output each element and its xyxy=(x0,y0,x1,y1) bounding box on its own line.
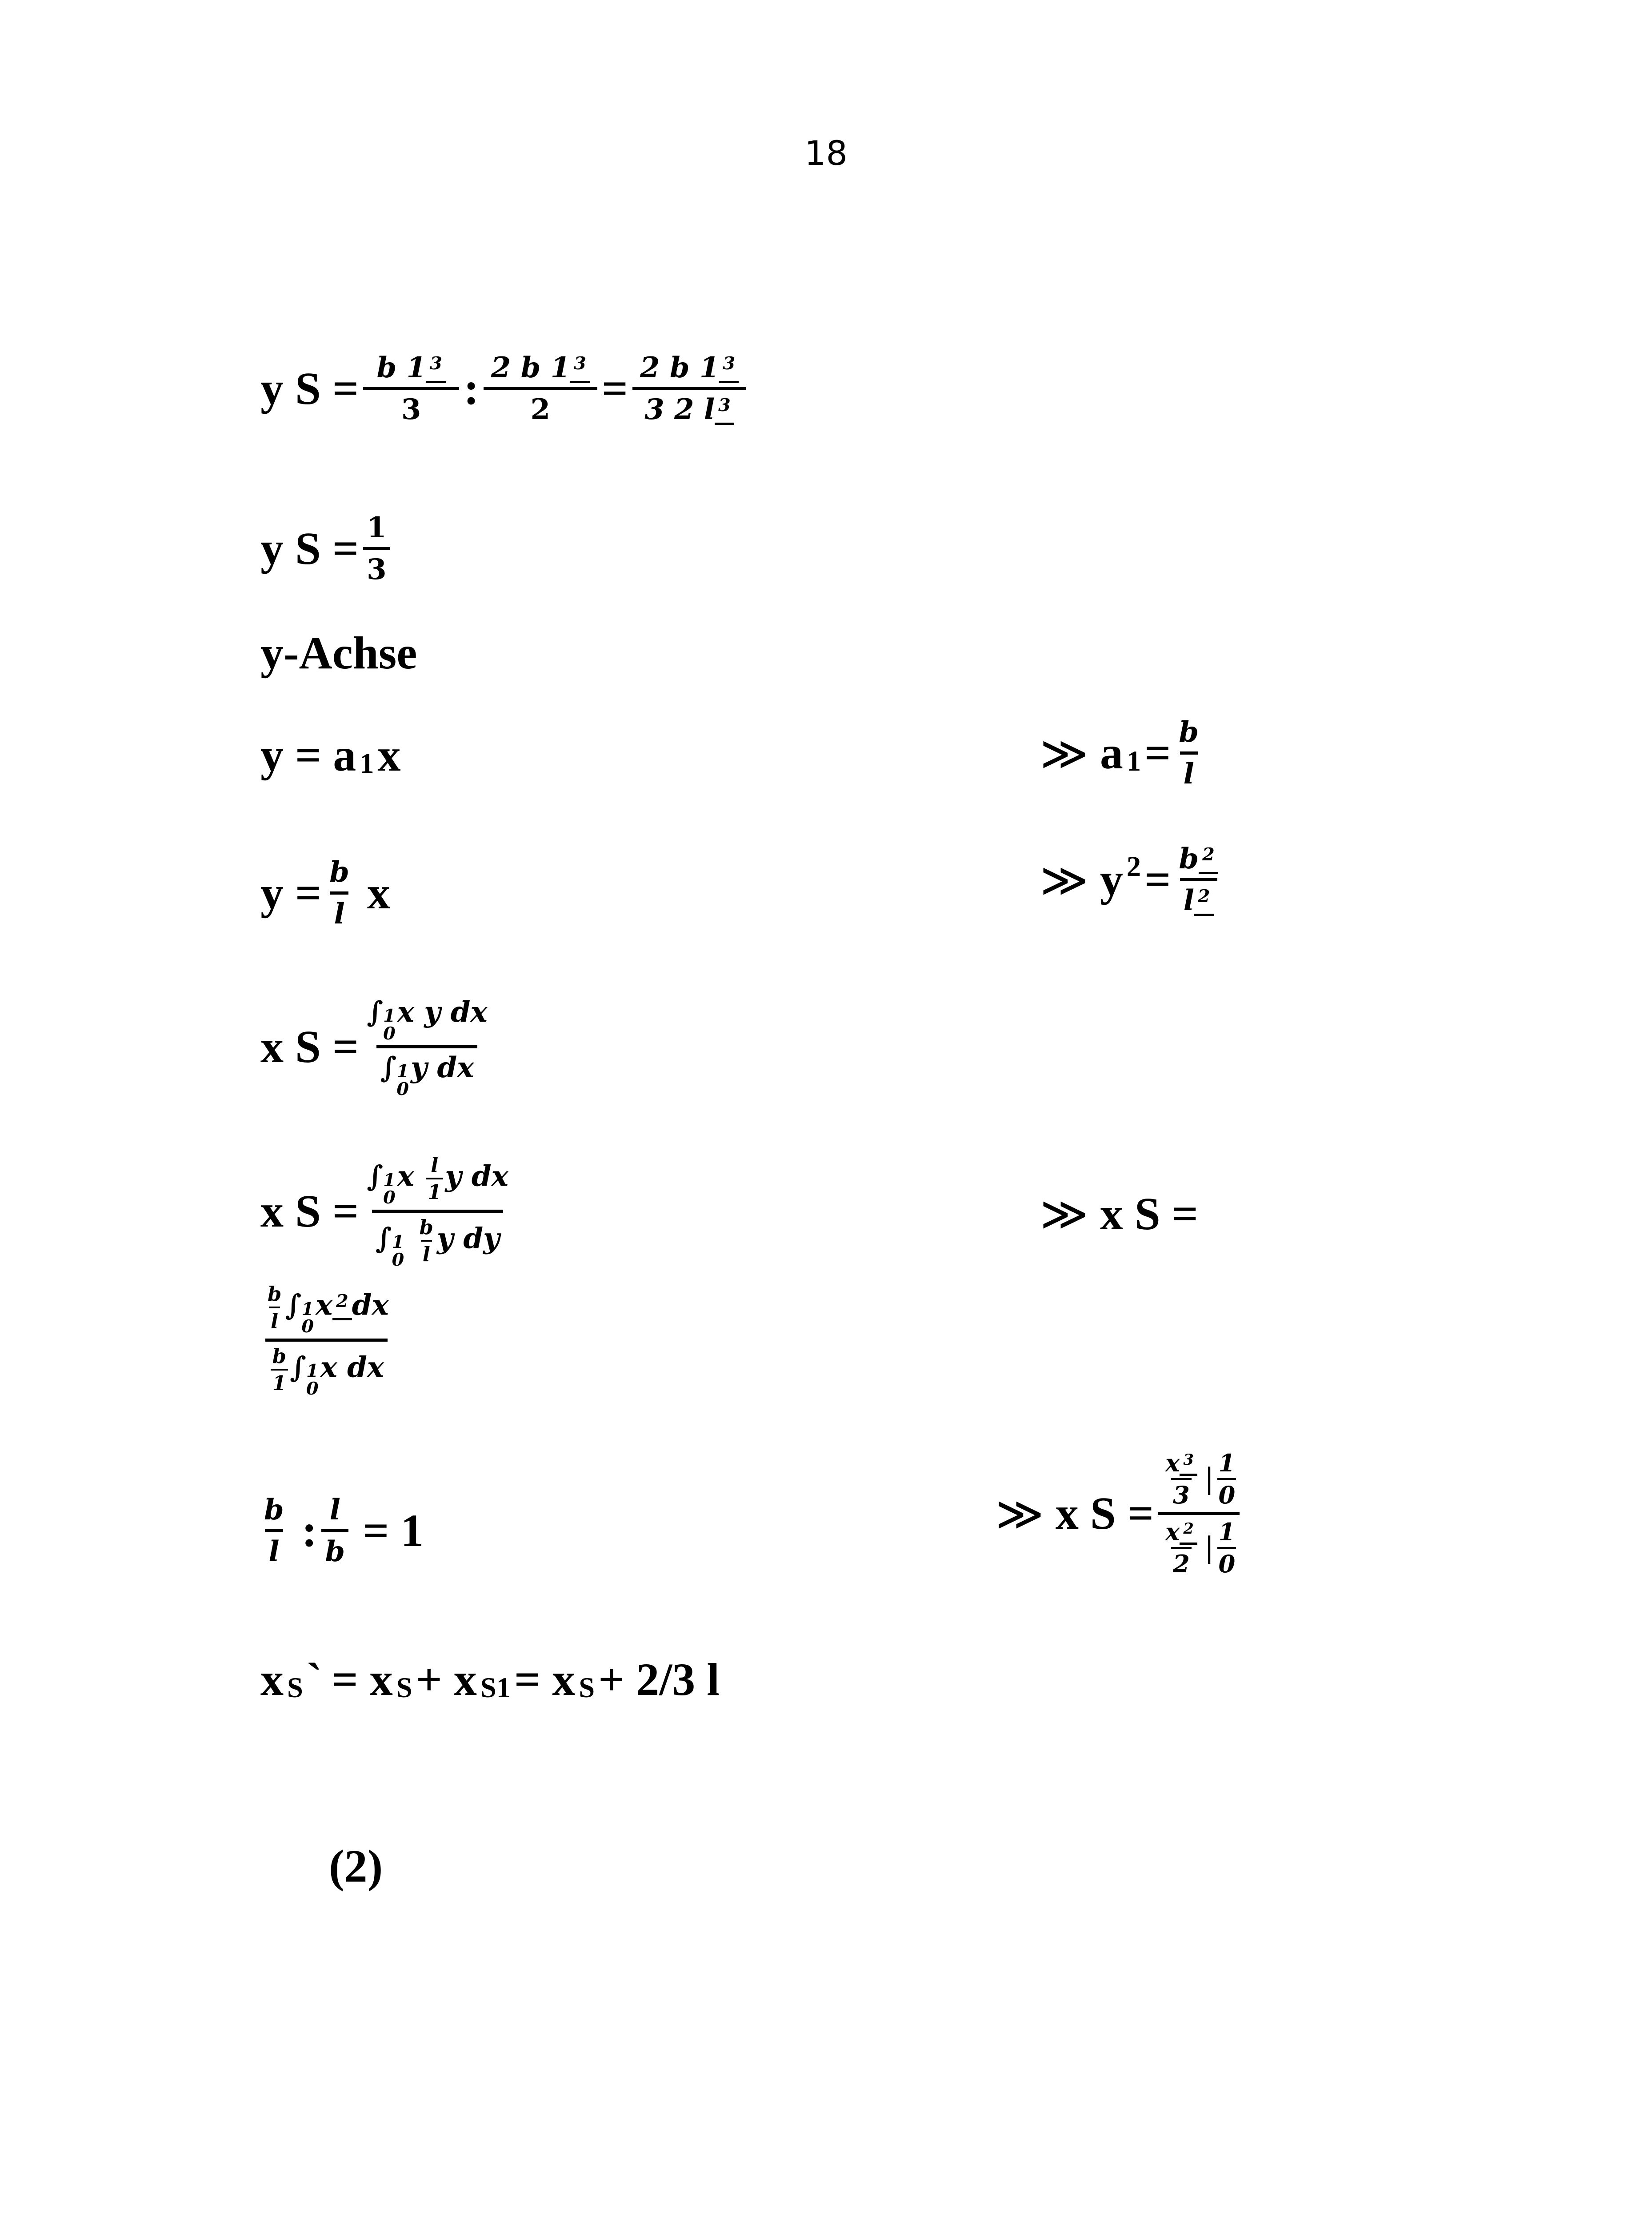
equation-xs-evaluated: ≫ x S = $\frac{x ^3}{3}$ | $\frac{1}{0}$ $\frac{x ^2}{2}$ | $\frac{1}{0}$ xyxy=(996,1449,1244,1578)
fraction: $\frac{b ^2}{l ^2}$ xyxy=(1175,842,1221,917)
equation-xs-prime: x S ` = x S + x S1 = x S + 2/3 l xyxy=(260,1654,720,1705)
equals: = xyxy=(601,363,628,414)
equation-xs-integral: x S = ∫ 1 0 x y dx ∫ 1 0 y dx xyxy=(260,995,496,1099)
implies-arrow: ≫ xyxy=(1040,726,1088,780)
equation-y-bl-x: y = $\frac{b}{l}$ x xyxy=(260,855,391,931)
fraction: ∫ 1 0 x $\frac{l}{1}$ y dx ∫ 1 0 $\frac{b}{l}$ y dy xyxy=(367,1153,508,1271)
equation-ratio: $\frac{b}{l}$ : $\frac{l}{b}$ = 1 xyxy=(260,1493,424,1568)
equation-ys-derivation xyxy=(260,351,751,426)
fraction: $\frac{1}{3}$ xyxy=(363,511,390,586)
fraction: $\frac{b}{l}$ xyxy=(329,855,350,931)
equation-xs-simplified xyxy=(260,1282,397,1398)
fraction: $\frac{x ^3}{3}$ | $\frac{1}{0}$ $\frac{x ^2}{2}$ | $\frac{1}{0}$ xyxy=(1158,1449,1240,1578)
fraction: $\frac{2 b 1 ^3}{2}$ xyxy=(484,351,597,426)
equation-ys-result xyxy=(260,511,395,586)
implies-arrow: ≫ xyxy=(1040,852,1088,907)
implies-arrow: ≫ xyxy=(1040,1187,1088,1241)
section-heading: y-Achse xyxy=(260,627,417,679)
equation-line-definition: y = a 1 x xyxy=(260,730,401,781)
equation-label: (2) xyxy=(329,1841,383,1892)
equation-lhs: y S = xyxy=(260,523,359,574)
fraction: $\frac{b}{l}$ ∫ 1 0 x $^2$ dx $\frac{b}{1}$ ∫ 1 0 x dx xyxy=(260,1282,392,1398)
equation-a1: ≫ a 1 = $\frac{b}{l}$ xyxy=(1040,715,1207,791)
equation-xs-substituted: x S = ∫ 1 0 x $\frac{l}{1}$ y dx ∫ 1 0 $\frac{b}{l}$ y dy xyxy=(260,1153,516,1269)
equation-y-squared: ≫ y 2 = $\frac{b ^2}{l ^2}$ xyxy=(1040,842,1226,917)
equation-lhs: y S = xyxy=(260,363,359,414)
colon: : xyxy=(464,363,479,414)
fraction: $\frac{b 1 ^3}{3}$ xyxy=(363,351,459,426)
fraction: $\frac{b}{l}$ xyxy=(264,1493,284,1568)
fraction: $\frac{b}{l}$ xyxy=(1179,715,1199,791)
equation-xs-implies: ≫ x S = xyxy=(1040,1187,1198,1241)
implies-arrow: ≫ xyxy=(996,1486,1044,1541)
fraction: $\frac{2 b 1 ^3}{3 2 l ^3}$ xyxy=(632,351,746,426)
page-number: 18 xyxy=(804,133,848,173)
fraction: ∫ 1 0 x y dx ∫ 1 0 y dx xyxy=(367,995,488,1100)
fraction: $\frac{l}{b}$ xyxy=(321,1493,348,1568)
